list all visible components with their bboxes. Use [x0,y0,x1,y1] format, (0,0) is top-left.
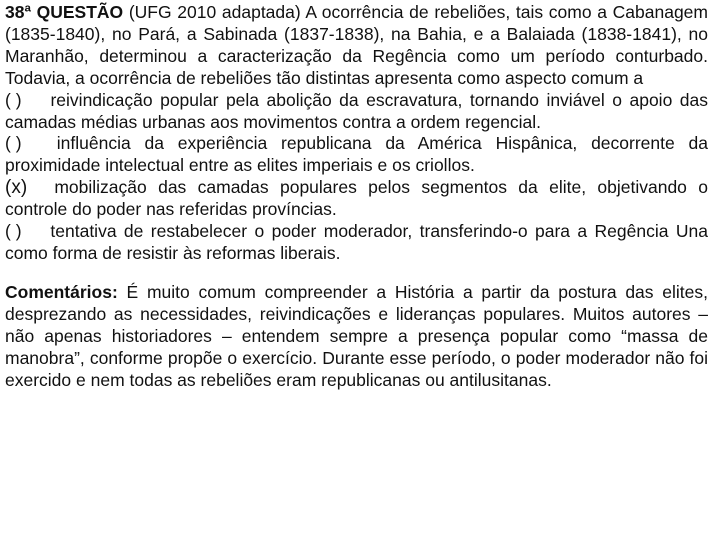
comments-label: Comentários: [5,281,118,302]
question-text: (UFG 2010 adaptada) A ocorrência de rebeliões, tais como a Cabanagem (1835-1840), no Pará, a Sabinada (1837-1838), na Bahia, e a Balaiada (1838-1841), no Maranhão, determinou a caracterização da Regência como um período conturbado. Todavia, a ocorrência de rebeliões tão distintas apresenta como aspecto comum a [5,2,708,88]
option-c-mark-selected: (x) [5,177,28,199]
comments-text: É muito comum compreender a História a partir da postura das elites, desprezando as necessidades, reivindicações e lideranças populares. Muitos autores – não apenas historiadores – entendem sempre a presença popular como “massa de manobra”, conforme propõe o exercício. Durante esse período, o poder moderador não foi exercido e nem todas as rebeliões eram republicanas ou antilusitanas. [5,281,708,390]
option-a-text: reivindicação popular pela abolição da escravatura, tornando inviável o apoio das camadas médias urbanas aos movimentos contra a ordem regencial. [5,89,708,132]
option-d-mark: ( ) [5,221,22,242]
option-b [5,133,708,177]
question-title: 38ª QUESTÃO [5,2,124,22]
option-a-mark: ( ) [5,89,22,110]
question-block [5,2,708,265]
option-d-text: tentativa de restabelecer o poder moderador, transferindo-o para a Regência Una como forma de resistir às reformas liberais. [5,221,708,263]
comments-block [5,282,708,392]
option-c-text: mobilização das camadas populares pelos segmentos da elite, objetivando o controle do poder nas referidas províncias. [5,177,708,220]
option-b-mark: ( ) [5,133,22,154]
option-b-text: influência da experiência republicana da América Hispânica, decorrente da proximidade intelectual entre as elites imperiais e os criollos. [5,133,708,176]
document-page [5,2,708,391]
question-statement [5,2,708,90]
option-d [5,221,708,265]
option-a [5,90,708,134]
option-c [5,177,708,221]
